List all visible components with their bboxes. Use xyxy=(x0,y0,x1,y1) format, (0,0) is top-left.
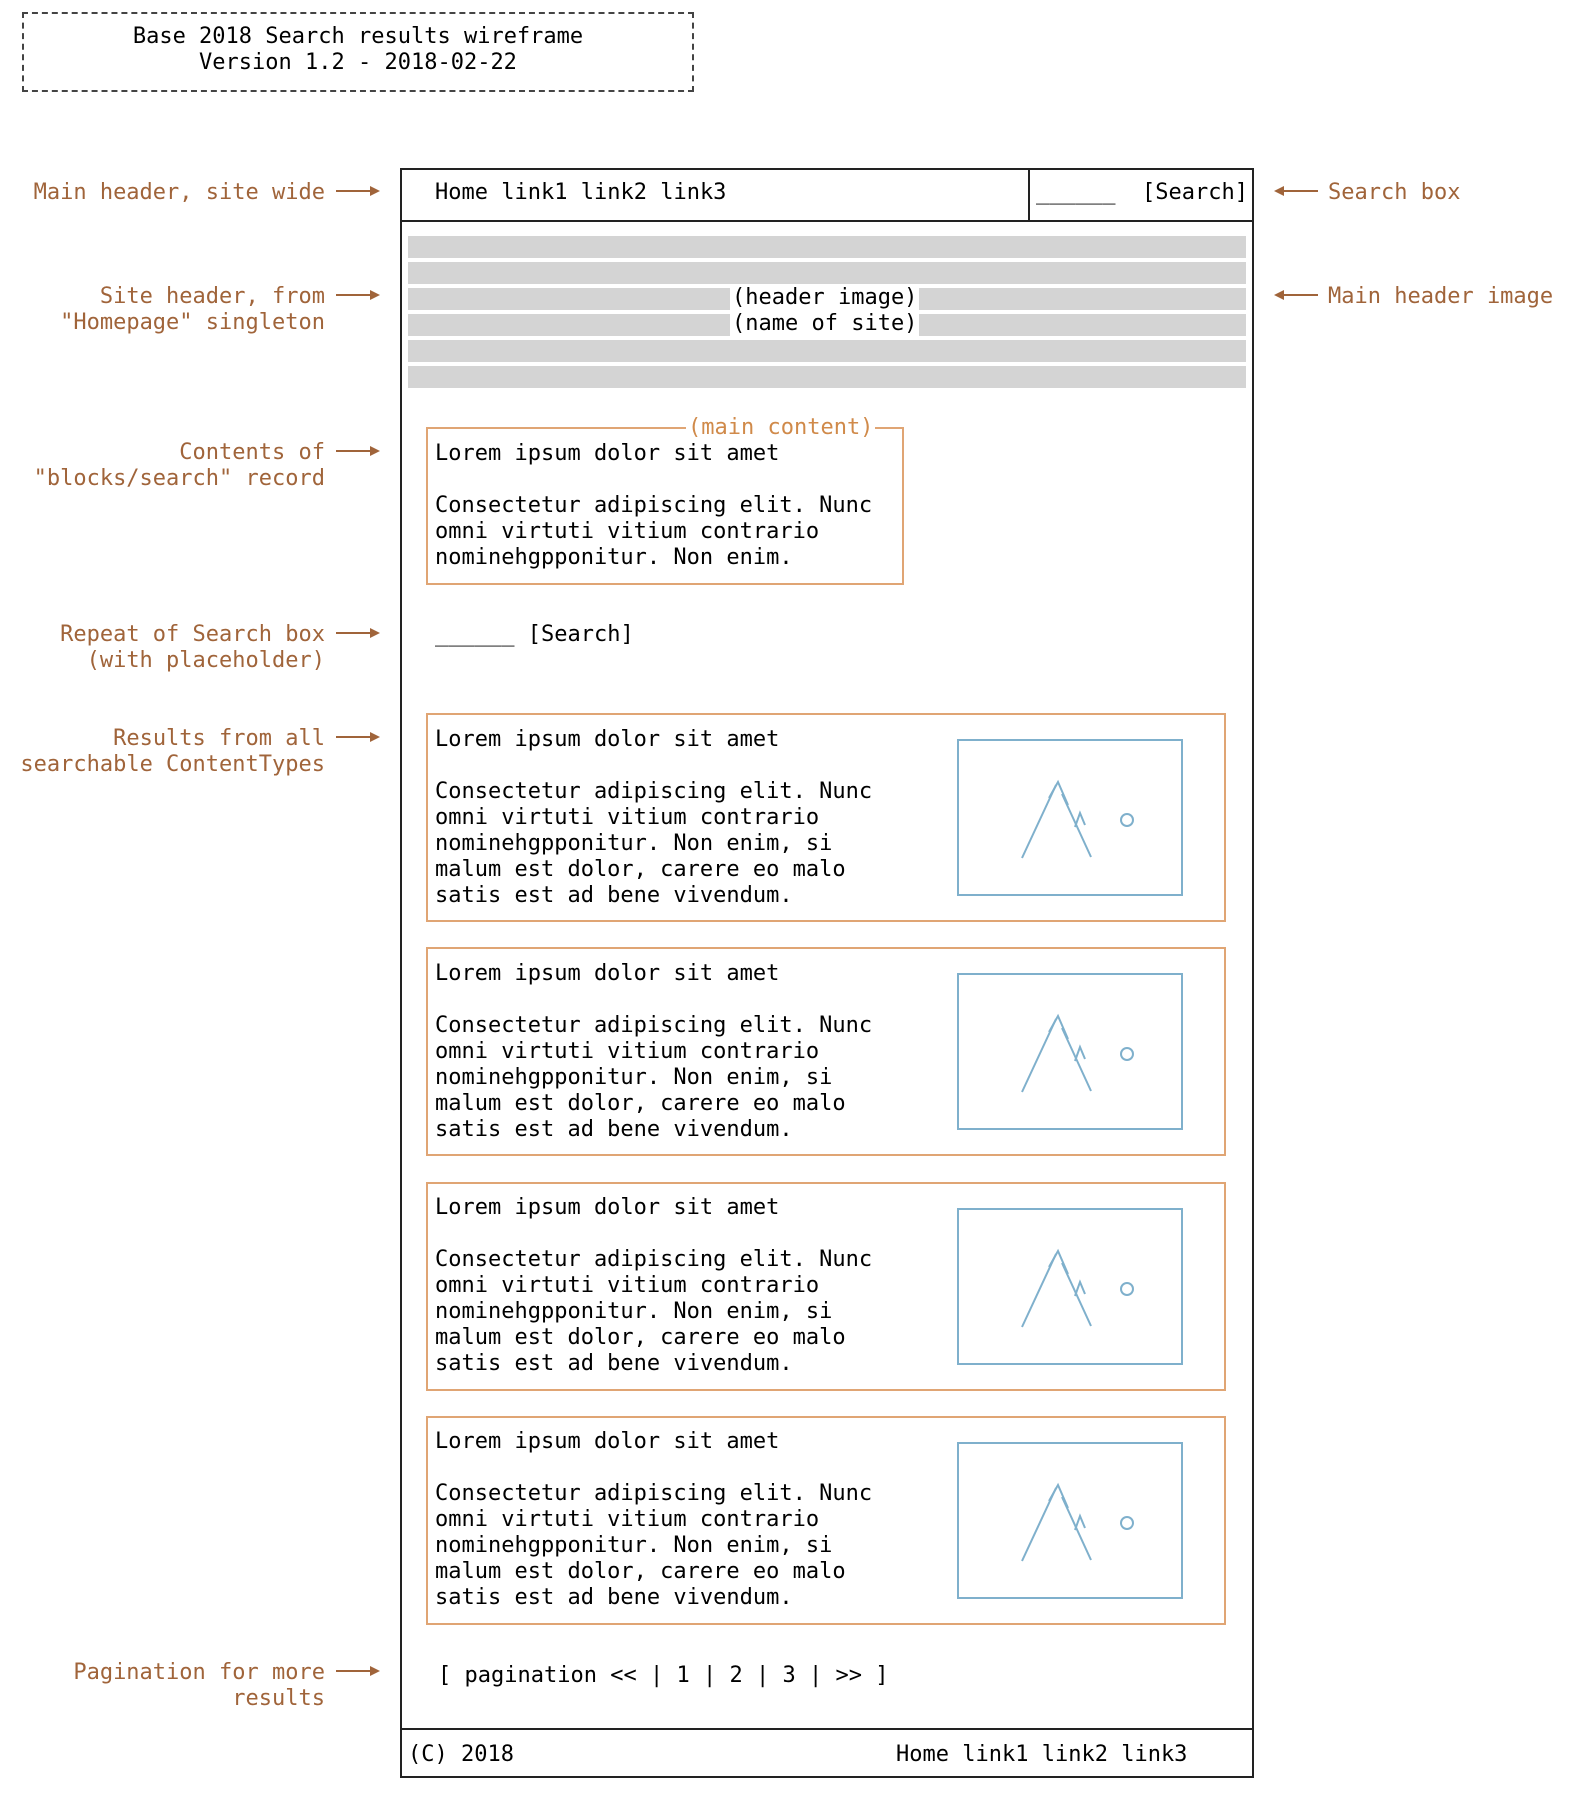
main-content-line: omni virtuti vitium contrario xyxy=(435,519,820,544)
search-repeat-input[interactable]: ______ xyxy=(435,622,515,647)
search-repeat xyxy=(435,622,634,648)
annotation-pagination-line1: Pagination for more xyxy=(73,1660,325,1685)
annotation-results xyxy=(20,726,325,778)
pagination-page-2[interactable]: 2 xyxy=(729,1663,743,1688)
result-line: satis est ad bene vivendum. xyxy=(435,1117,793,1142)
result-body xyxy=(435,1013,872,1143)
result-line: nominehgpponitur. Non enim, si xyxy=(435,1065,833,1090)
header-image-label: (header image) xyxy=(732,285,918,310)
annotation-site-header xyxy=(60,284,325,336)
pagination-label: pagination xyxy=(464,1663,597,1688)
result-line: omni virtuti vitium contrario xyxy=(435,1273,820,1298)
result-line: satis est ad bene vivendum. xyxy=(435,883,793,908)
main-content-legend xyxy=(686,415,875,441)
annotation-search-box: Search box xyxy=(1328,180,1461,205)
nav-link-home[interactable]: Home xyxy=(435,180,488,205)
image-placeholder-icon xyxy=(959,1210,1185,1367)
header-stripe xyxy=(408,340,1246,362)
nav-divider xyxy=(1028,168,1030,222)
search-input[interactable]: ______ xyxy=(1036,180,1116,205)
result-title[interactable]: Lorem ipsum dolor sit amet xyxy=(435,1429,780,1454)
annotation-site-header-line1: Site header, from xyxy=(99,284,325,309)
nav-link-1[interactable]: link1 xyxy=(501,180,568,205)
result-line: malum est dolor, carere eo malo xyxy=(435,1559,846,1584)
pagination-prev[interactable]: << xyxy=(610,1663,637,1688)
result-line: nominehgpponitur. Non enim, si xyxy=(435,831,833,856)
result-line: malum est dolor, carere eo malo xyxy=(435,1091,846,1116)
result-image-placeholder xyxy=(957,1442,1183,1599)
result-line: omni virtuti vitium contrario xyxy=(435,1507,820,1532)
pagination-page-1[interactable]: 1 xyxy=(676,1663,690,1688)
annotation-results-line2: searchable ContentTypes xyxy=(20,752,325,777)
arrow-right-icon xyxy=(334,443,382,459)
nav-link-3[interactable]: link3 xyxy=(660,180,727,205)
result-body xyxy=(435,1247,872,1377)
footer-copyright: (C) 2018 xyxy=(408,1742,514,1767)
pagination-separator: | xyxy=(649,1663,664,1688)
result-line: omni virtuti vitium contrario xyxy=(435,1039,820,1064)
footer-nav xyxy=(896,1742,1187,1768)
annotation-results-line1: Results from all xyxy=(113,726,325,751)
annotation-pagination-line2: results xyxy=(232,1686,325,1711)
title-line-1: Base 2018 Search results wireframe xyxy=(132,24,584,49)
arrow-right-icon xyxy=(334,625,382,641)
image-placeholder-icon xyxy=(959,975,1185,1132)
arrow-right-icon xyxy=(334,183,382,199)
pagination-separator: | xyxy=(808,1663,823,1688)
search-button[interactable]: [Search] xyxy=(1141,180,1248,205)
footer-link-3[interactable]: link3 xyxy=(1121,1742,1188,1767)
arrow-right-icon xyxy=(334,287,382,303)
result-line: Consectetur adipiscing elit. Nunc xyxy=(435,1247,873,1272)
arrow-left-icon xyxy=(1272,287,1320,303)
footer-link-home[interactable]: Home xyxy=(896,1742,949,1767)
result-line: nominehgpponitur. Non enim, si xyxy=(435,1299,833,1324)
header-search xyxy=(1036,180,1248,206)
result-title[interactable]: Lorem ipsum dolor sit amet xyxy=(435,727,780,752)
diagram-title xyxy=(22,24,694,76)
annotation-contents-line1: Contents of xyxy=(179,440,325,465)
image-placeholder-icon xyxy=(959,741,1185,898)
arrow-left-icon xyxy=(1272,183,1320,199)
header-stripe xyxy=(408,236,1246,258)
result-line: malum est dolor, carere eo malo xyxy=(435,857,846,882)
annotation-repeat-search-line2: (with placeholder) xyxy=(86,648,325,673)
annotation-contents-line2: "blocks/search" record xyxy=(33,466,325,491)
result-line: satis est ad bene vivendum. xyxy=(435,1585,793,1610)
annotation-main-header: Main header, site wide xyxy=(33,180,325,205)
result-image-placeholder xyxy=(957,739,1183,896)
pagination-close: ] xyxy=(875,1663,889,1688)
footer-link-1[interactable]: link1 xyxy=(962,1742,1029,1767)
footer-divider xyxy=(400,1728,1254,1730)
annotation-pagination xyxy=(73,1660,325,1712)
main-content-line: nominehgpponitur. Non enim. xyxy=(435,545,793,570)
main-content-line: Consectetur adipiscing elit. Nunc xyxy=(435,493,873,518)
result-line: nominehgpponitur. Non enim, si xyxy=(435,1533,833,1558)
title-line-2: Version 1.2 - 2018-02-22 xyxy=(199,50,517,75)
pagination-separator: | xyxy=(702,1663,717,1688)
result-line: omni virtuti vitium contrario xyxy=(435,805,820,830)
nav-link-2[interactable]: link2 xyxy=(580,180,647,205)
main-content-legend-text: (main content) xyxy=(688,415,874,440)
header-stripe xyxy=(408,262,1246,284)
main-content-body xyxy=(435,493,872,571)
result-line: Consectetur adipiscing elit. Nunc xyxy=(435,1013,873,1038)
pagination xyxy=(438,1663,888,1689)
main-content-title: Lorem ipsum dolor sit amet xyxy=(435,441,780,466)
result-image-placeholder xyxy=(957,1208,1183,1365)
annotation-repeat-search-line1: Repeat of Search box xyxy=(60,622,325,647)
image-placeholder-icon xyxy=(959,1444,1185,1601)
pagination-open: [ xyxy=(438,1663,452,1688)
annotation-site-header-line2: "Homepage" singleton xyxy=(60,310,325,335)
site-name-label: (name of site) xyxy=(732,311,918,336)
result-title[interactable]: Lorem ipsum dolor sit amet xyxy=(435,1195,780,1220)
pagination-next[interactable]: >> xyxy=(835,1663,862,1688)
result-line: Consectetur adipiscing elit. Nunc xyxy=(435,779,873,804)
main-nav xyxy=(435,180,726,206)
result-line: Consectetur adipiscing elit. Nunc xyxy=(435,1481,873,1506)
pagination-separator: | xyxy=(755,1663,770,1688)
result-body xyxy=(435,1481,872,1611)
pagination-page-3[interactable]: 3 xyxy=(782,1663,796,1688)
result-line: malum est dolor, carere eo malo xyxy=(435,1325,846,1350)
annotation-repeat-search xyxy=(60,622,325,674)
search-repeat-button[interactable]: [Search] xyxy=(527,622,634,647)
result-line: satis est ad bene vivendum. xyxy=(435,1351,793,1376)
annotation-main-header-image: Main header image xyxy=(1328,284,1554,309)
result-body xyxy=(435,779,872,909)
arrow-right-icon xyxy=(334,729,382,745)
annotation-contents xyxy=(34,440,325,492)
result-image-placeholder xyxy=(957,973,1183,1130)
result-title[interactable]: Lorem ipsum dolor sit amet xyxy=(435,961,780,986)
arrow-right-icon xyxy=(334,1663,382,1679)
footer-link-2[interactable]: link2 xyxy=(1041,1742,1108,1767)
header-stripe xyxy=(408,366,1246,388)
